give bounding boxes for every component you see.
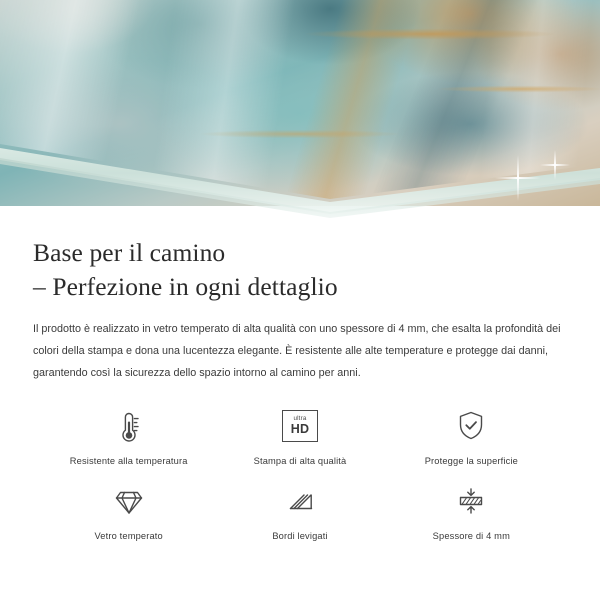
page-title [33, 218, 567, 303]
feature-item-thickness [386, 480, 557, 541]
feature-grid [33, 405, 567, 541]
feature-item-tempered-glass [43, 480, 214, 541]
feature-item-temperature [43, 405, 214, 466]
feature-label: Resistente alla temperatura [69, 455, 188, 466]
diamond-icon [109, 480, 149, 522]
feature-label: Vetro temperato [94, 530, 163, 541]
feature-label: Stampa di alta qualità [253, 455, 347, 466]
feature-item-surface-protection [386, 405, 557, 466]
feature-label: Bordi levigati [272, 530, 328, 541]
feature-label: Protegge la superficie [424, 455, 518, 466]
thermometer-icon [109, 405, 149, 447]
ultra-hd-badge-top: ultra [293, 414, 307, 422]
description-paragraph: Il prodotto è realizzato in vetro temperato di alta qualità con uno spessore di 4 mm, che esalta la profondità dei colori della stampa e dona una lucentezza elegante. È resistente alle alte temperature e protegge dai danni, garantendo così la sicurezza dello spazio intorno al camino per anni. [33, 323, 561, 379]
hero-image [0, 0, 600, 218]
ultra-hd-icon [282, 405, 318, 447]
headline-line-2: – Perfezione in ogni dettaglio [33, 271, 338, 301]
headline-line-1: Base per il camino [33, 238, 226, 267]
feature-item-polished-edges [214, 480, 385, 541]
feature-item-print-quality [214, 405, 385, 466]
feature-label: Spessore di 4 mm [432, 530, 510, 541]
shield-check-icon [451, 405, 491, 447]
content-block [0, 218, 600, 541]
polished-edges-icon [280, 480, 320, 522]
ultra-hd-badge-bottom: HD [290, 422, 310, 437]
thickness-icon [451, 480, 491, 522]
